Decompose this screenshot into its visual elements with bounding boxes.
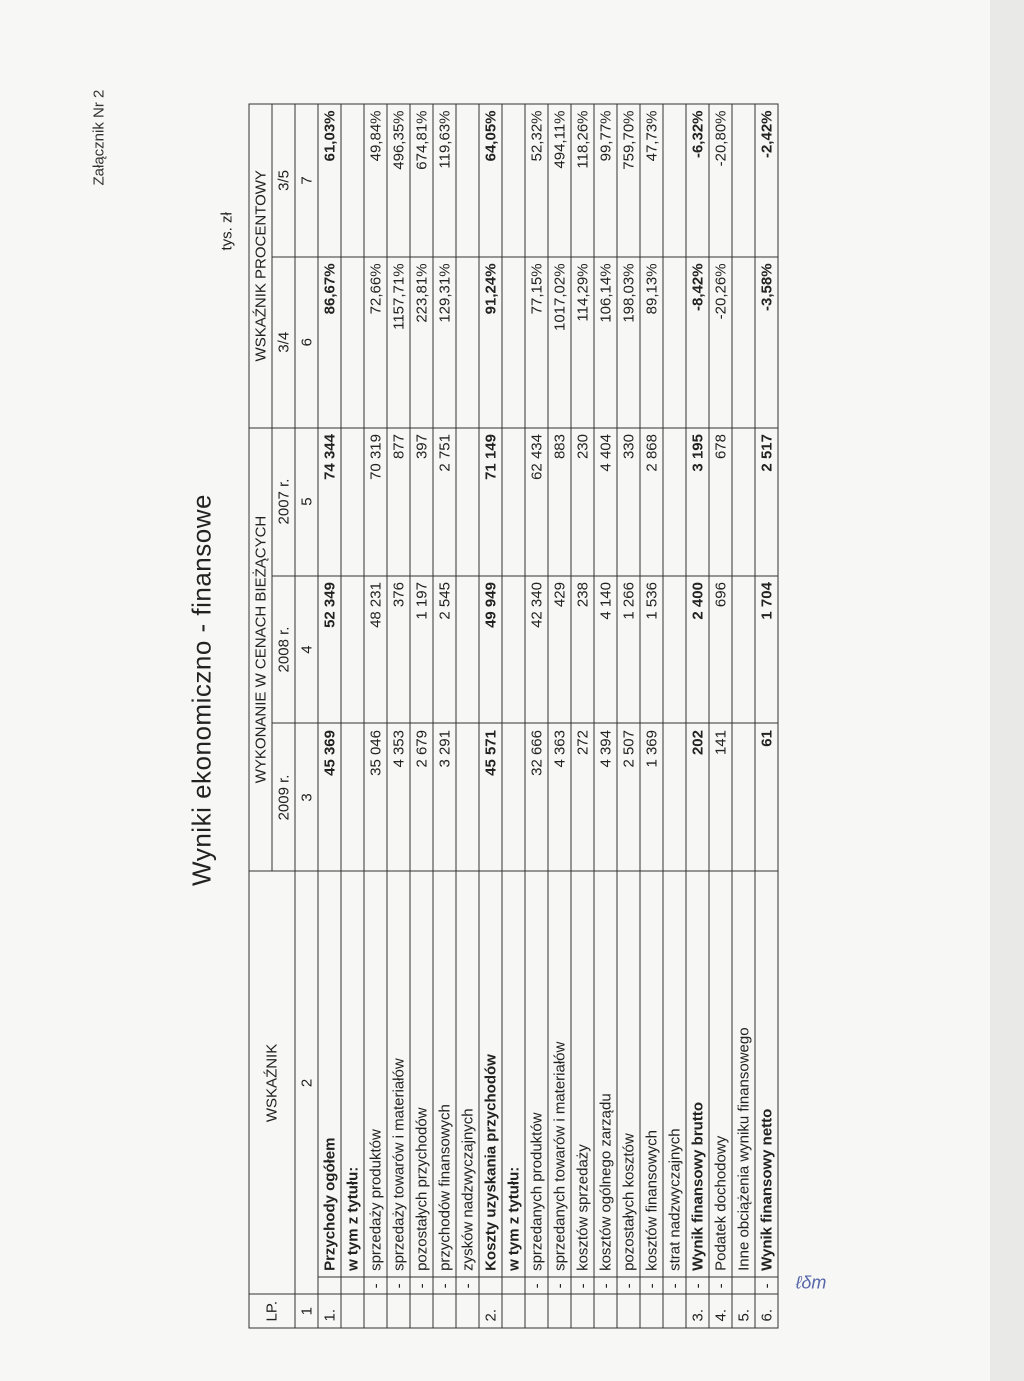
row-percent-3-5: 61,03% xyxy=(318,104,341,257)
row-value-2008: 1 197 xyxy=(410,576,433,724)
row-value-2009: 141 xyxy=(709,724,732,872)
header-2007: 2007 r. xyxy=(272,428,295,576)
row-lp xyxy=(594,1294,617,1328)
row-label: kosztów sprzedaży xyxy=(571,871,594,1277)
row-value-2008: 4 140 xyxy=(594,576,617,724)
row-label: sprzedaży towarów i materiałów xyxy=(387,871,410,1277)
row-percent-3-5: 759,70% xyxy=(617,104,640,257)
row-percent-3-5: 119,63% xyxy=(433,104,456,257)
row-dash: - xyxy=(686,1277,709,1294)
row-dash: - xyxy=(617,1277,640,1294)
row-percent-3-5: 64,05% xyxy=(479,104,502,257)
row-label: kosztów finansowych xyxy=(640,871,663,1277)
row-percent-3-4: 114,29% xyxy=(571,257,594,428)
row-value-2007: 3 195 xyxy=(686,428,709,576)
row-lp xyxy=(502,1294,525,1328)
row-value-2007: 330 xyxy=(617,428,640,576)
row-percent-3-4 xyxy=(341,257,364,428)
row-value-2007 xyxy=(341,428,364,576)
row-dash: - xyxy=(663,1277,686,1294)
row-value-2007: 2 517 xyxy=(755,428,778,576)
col-number-2: 2 xyxy=(295,871,318,1294)
row-lp xyxy=(410,1294,433,1328)
row-value-2007 xyxy=(663,428,686,576)
row-label: Wynik finansowy netto xyxy=(755,871,778,1277)
row-dash: - xyxy=(433,1277,456,1294)
table-row xyxy=(456,104,479,1328)
row-dash: - xyxy=(410,1277,433,1294)
row-dash: - xyxy=(456,1277,479,1294)
table-row xyxy=(617,104,640,1328)
row-percent-3-5 xyxy=(732,104,755,257)
table-row xyxy=(479,104,502,1328)
row-label: Inne obciążenia wyniku finansowego xyxy=(732,871,755,1277)
document-title: Wyniki ekonomiczno - finansowe xyxy=(186,494,217,886)
row-lp xyxy=(341,1294,364,1328)
row-lp xyxy=(433,1294,456,1328)
table-row xyxy=(594,104,617,1328)
row-value-2009 xyxy=(663,724,686,872)
header-current-prices: WYKONANIE W CENACH BIEŻĄCYCH xyxy=(249,428,272,872)
col-number-7: 7 xyxy=(295,104,318,257)
row-value-2008 xyxy=(502,576,525,724)
row-label: pozostałych przychodów xyxy=(410,871,433,1277)
row-value-2008 xyxy=(341,576,364,724)
row-lp xyxy=(663,1294,686,1328)
row-dash: - xyxy=(525,1277,548,1294)
row-dash xyxy=(318,1277,341,1294)
row-percent-3-4: 77,15% xyxy=(525,257,548,428)
row-value-2008 xyxy=(732,576,755,724)
row-lp xyxy=(640,1294,663,1328)
row-lp: 3. xyxy=(686,1294,709,1328)
rotated-document xyxy=(1,0,1024,1381)
row-value-2007: 71 149 xyxy=(479,428,502,576)
row-lp xyxy=(617,1294,640,1328)
table-row xyxy=(387,104,410,1328)
row-value-2008: 52 349 xyxy=(318,576,341,724)
row-lp: 1. xyxy=(318,1294,341,1328)
row-lp: 4. xyxy=(709,1294,732,1328)
row-value-2009: 272 xyxy=(571,724,594,872)
row-value-2008 xyxy=(663,576,686,724)
row-value-2007: 678 xyxy=(709,428,732,576)
row-percent-3-5: -6,32% xyxy=(686,104,709,257)
col-number-1: 1 xyxy=(295,1294,318,1328)
row-value-2007: 2 751 xyxy=(433,428,456,576)
handwritten-initials: ℓδm xyxy=(795,1272,827,1293)
row-percent-3-4: 106,14% xyxy=(594,257,617,428)
row-percent-3-5 xyxy=(502,104,525,257)
row-percent-3-5: -20,80% xyxy=(709,104,732,257)
table-row xyxy=(341,104,364,1328)
row-percent-3-4 xyxy=(502,257,525,428)
row-percent-3-4: 86,67% xyxy=(318,257,341,428)
row-value-2008: 49 949 xyxy=(479,576,502,724)
row-percent-3-5: 494,11% xyxy=(548,104,571,257)
row-label: Koszty uzyskania przychodów xyxy=(479,871,502,1277)
row-value-2007: 62 434 xyxy=(525,428,548,576)
row-lp xyxy=(548,1294,571,1328)
table-row xyxy=(525,104,548,1328)
row-percent-3-5: 99,77% xyxy=(594,104,617,257)
table-row xyxy=(433,104,456,1328)
row-percent-3-4 xyxy=(663,257,686,428)
row-dash xyxy=(502,1277,525,1294)
table-row xyxy=(640,104,663,1328)
row-lp xyxy=(364,1294,387,1328)
financial-results-table xyxy=(249,104,779,1329)
row-percent-3-4: 89,13% xyxy=(640,257,663,428)
row-value-2009: 202 xyxy=(686,724,709,872)
table-row xyxy=(410,104,433,1328)
row-percent-3-4: 223,81% xyxy=(410,257,433,428)
row-value-2009: 4 353 xyxy=(387,724,410,872)
row-percent-3-4: -20,26% xyxy=(709,257,732,428)
row-value-2009: 3 291 xyxy=(433,724,456,872)
row-value-2008: 238 xyxy=(571,576,594,724)
row-value-2009: 2 507 xyxy=(617,724,640,872)
row-percent-3-5: -2,42% xyxy=(755,104,778,257)
row-label: pozostałych kosztów xyxy=(617,871,640,1277)
row-value-2009 xyxy=(502,724,525,872)
row-label: kosztów ogólnego zarządu xyxy=(594,871,617,1277)
row-dash: - xyxy=(571,1277,594,1294)
row-dash xyxy=(479,1277,502,1294)
row-lp xyxy=(571,1294,594,1328)
row-percent-3-4: 129,31% xyxy=(433,257,456,428)
row-value-2008: 1 536 xyxy=(640,576,663,724)
row-percent-3-4: 1157,71% xyxy=(387,257,410,428)
row-percent-3-4: -3,58% xyxy=(755,257,778,428)
row-value-2008: 2 545 xyxy=(433,576,456,724)
row-value-2008: 48 231 xyxy=(364,576,387,724)
table-row xyxy=(502,104,525,1328)
row-value-2008: 42 340 xyxy=(525,576,548,724)
row-percent-3-4: 1017,02% xyxy=(548,257,571,428)
row-label: sprzedanych towarów i materiałów xyxy=(548,871,571,1277)
row-percent-3-5 xyxy=(456,104,479,257)
table-row xyxy=(548,104,571,1328)
row-value-2009 xyxy=(456,724,479,872)
row-lp: 2. xyxy=(479,1294,502,1328)
row-dash: - xyxy=(755,1277,778,1294)
row-value-2009: 32 666 xyxy=(525,724,548,872)
row-lp xyxy=(525,1294,548,1328)
row-label: sprzedaży produktów xyxy=(364,871,387,1277)
row-value-2008: 2 400 xyxy=(686,576,709,724)
row-label: Podatek dochodowy xyxy=(709,871,732,1277)
row-value-2008: 1 266 xyxy=(617,576,640,724)
row-lp: 5. xyxy=(732,1294,755,1328)
row-value-2009: 61 xyxy=(755,724,778,872)
row-value-2009: 35 046 xyxy=(364,724,387,872)
row-value-2007: 74 344 xyxy=(318,428,341,576)
row-percent-3-5: 118,26% xyxy=(571,104,594,257)
row-value-2008: 429 xyxy=(548,576,571,724)
row-value-2009: 45 571 xyxy=(479,724,502,872)
row-value-2009: 1 369 xyxy=(640,724,663,872)
row-percent-3-5: 496,35% xyxy=(387,104,410,257)
row-lp xyxy=(456,1294,479,1328)
row-dash: - xyxy=(640,1277,663,1294)
row-value-2009: 4 363 xyxy=(548,724,571,872)
row-value-2007: 230 xyxy=(571,428,594,576)
table-row xyxy=(709,104,732,1328)
row-percent-3-4: 198,03% xyxy=(617,257,640,428)
header-2008: 2008 r. xyxy=(272,576,295,724)
row-percent-3-4: -8,42% xyxy=(686,257,709,428)
row-value-2008: 696 xyxy=(709,576,732,724)
row-dash: - xyxy=(709,1277,732,1294)
row-percent-3-5: 52,32% xyxy=(525,104,548,257)
row-value-2007: 883 xyxy=(548,428,571,576)
row-value-2009 xyxy=(341,724,364,872)
row-label: zysków nadzwyczajnych xyxy=(456,871,479,1277)
row-dash xyxy=(732,1277,755,1294)
row-value-2007: 397 xyxy=(410,428,433,576)
row-percent-3-4: 91,24% xyxy=(479,257,502,428)
row-value-2007: 877 xyxy=(387,428,410,576)
row-percent-3-5 xyxy=(341,104,364,257)
header-ratio-3-4: 3/4 xyxy=(272,257,295,428)
row-value-2007 xyxy=(732,428,755,576)
header-lp: LP. xyxy=(249,1294,295,1328)
row-dash: - xyxy=(548,1277,571,1294)
table-body xyxy=(318,104,778,1328)
row-value-2007: 70 319 xyxy=(364,428,387,576)
header-percent: WSKAŹNIK PROCENTOWY xyxy=(249,104,272,428)
row-dash xyxy=(341,1277,364,1294)
row-value-2007 xyxy=(456,428,479,576)
row-dash: - xyxy=(364,1277,387,1294)
row-dash: - xyxy=(594,1277,617,1294)
table-row xyxy=(686,104,709,1328)
table-row xyxy=(318,104,341,1328)
row-value-2008 xyxy=(456,576,479,724)
col-number-4: 4 xyxy=(295,576,318,724)
row-label: sprzedanych produktów xyxy=(525,871,548,1277)
row-value-2008: 376 xyxy=(387,576,410,724)
table-row xyxy=(755,104,778,1328)
row-percent-3-4: 72,66% xyxy=(364,257,387,428)
row-dash: - xyxy=(387,1277,410,1294)
row-value-2007: 4 404 xyxy=(594,428,617,576)
row-value-2009 xyxy=(732,724,755,872)
header-ratio-3-5: 3/5 xyxy=(272,104,295,257)
row-value-2008: 1 704 xyxy=(755,576,778,724)
row-lp xyxy=(387,1294,410,1328)
row-percent-3-5: 47,73% xyxy=(640,104,663,257)
unit-label: tys. zł xyxy=(218,212,236,251)
row-value-2007 xyxy=(502,428,525,576)
col-number-5: 5 xyxy=(295,428,318,576)
row-value-2007: 2 868 xyxy=(640,428,663,576)
table-row xyxy=(663,104,686,1328)
row-percent-3-4 xyxy=(732,257,755,428)
row-label: Przychody ogółem xyxy=(318,871,341,1277)
header-2009: 2009 r. xyxy=(272,724,295,872)
row-label: w tym z tytułu: xyxy=(502,871,525,1277)
row-percent-3-5 xyxy=(663,104,686,257)
row-percent-3-5: 674,81% xyxy=(410,104,433,257)
header-indicator: WSKAŹNIK xyxy=(249,871,295,1294)
row-value-2009: 45 369 xyxy=(318,724,341,872)
table-row xyxy=(571,104,594,1328)
row-label: strat nadzwyczajnych xyxy=(663,871,686,1277)
col-number-6: 6 xyxy=(295,257,318,428)
row-label: w tym z tytułu: xyxy=(341,871,364,1277)
row-percent-3-5: 49,84% xyxy=(364,104,387,257)
attachment-label: Załącznik Nr 2 xyxy=(90,89,108,186)
row-label: Wynik finansowy brutto xyxy=(686,871,709,1277)
table-row xyxy=(732,104,755,1328)
row-lp: 6. xyxy=(755,1294,778,1328)
row-label: przychodów finansowych xyxy=(433,871,456,1277)
col-number-3: 3 xyxy=(295,724,318,872)
table-row xyxy=(364,104,387,1328)
row-percent-3-4 xyxy=(456,257,479,428)
row-value-2009: 2 679 xyxy=(410,724,433,872)
row-value-2009: 4 394 xyxy=(594,724,617,872)
